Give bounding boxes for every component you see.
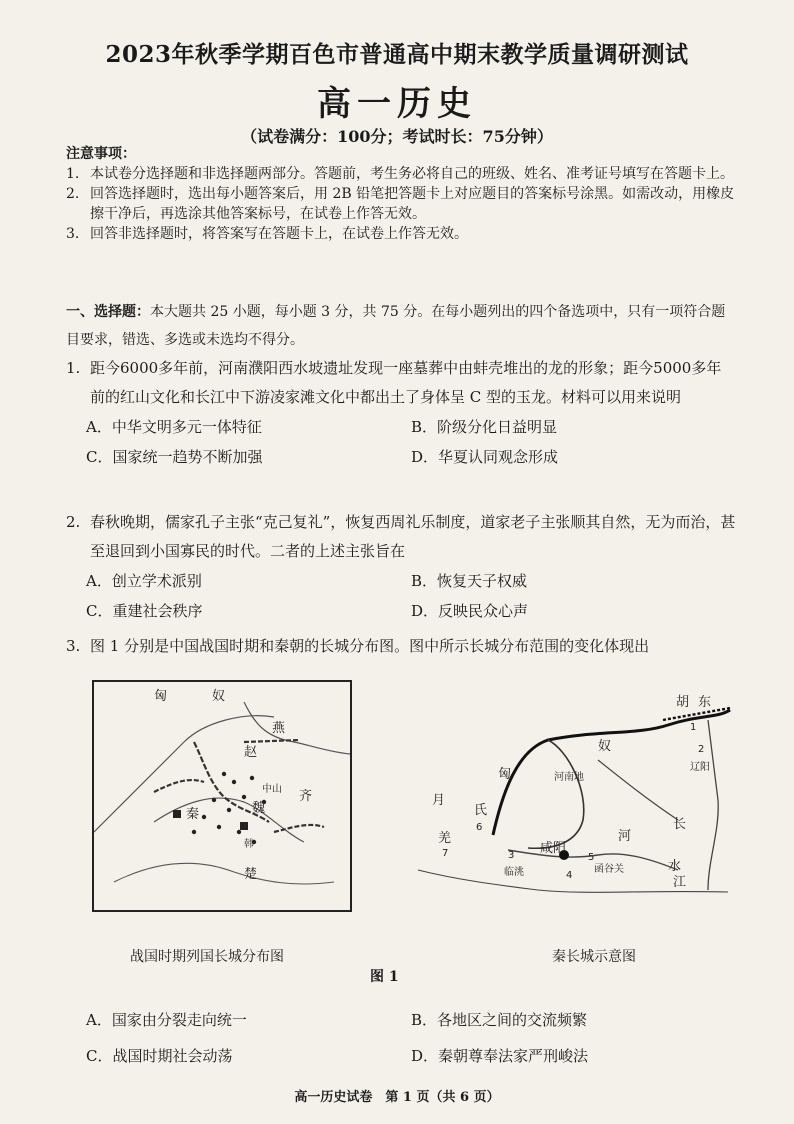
map-label: 秦: [186, 807, 200, 822]
map-label: 韩: [244, 839, 254, 850]
map-label: 6: [476, 822, 483, 833]
notice-item: [66, 164, 746, 184]
question-number: 3.: [66, 637, 81, 655]
question-text: 距今6000多年前，河南濮阳西水坡遗址发现一座墓葬中由蚌壳堆出的龙的形象；距今5000多年前的红山文化和长江中下游凌家滩文化中都出土了身体呈 C 型的玉龙。材料可以用来说明: [90, 359, 722, 406]
option-b[interactable]: B．恢复天子权威: [411, 572, 528, 590]
question-number: 2.: [66, 513, 81, 531]
map-label: 胡: [676, 695, 690, 710]
map-label: 临洮: [504, 867, 524, 878]
option-d[interactable]: D．反映民众心声: [411, 602, 529, 620]
notice-item-number: 3.: [66, 226, 80, 242]
notice-heading: 注意事项：: [66, 146, 136, 162]
map-label: 辽阳: [690, 762, 710, 773]
option-b[interactable]: B．阶级分化日益明显: [411, 418, 558, 436]
exam-meta: （试卷满分：100分；考试时长：75分钟）: [241, 127, 553, 146]
option-a[interactable]: A．国家由分裂走向统一: [86, 1011, 247, 1029]
map-label: 3: [508, 850, 515, 861]
question-number: 1.: [66, 359, 81, 377]
warring-states-map-svg: [94, 682, 350, 910]
notice-item-text: 本试卷分选择题和非选择题两部分。答题前，考生务必将自己的班级、姓名、准考证号填写在答题卡上。: [90, 166, 734, 182]
question-2: [66, 508, 736, 626]
section-one-label: 一、选择题：: [66, 304, 150, 320]
question-stem: [66, 632, 736, 661]
exam-subject: 高一历史: [317, 84, 477, 124]
map-label: 函谷关: [594, 864, 624, 875]
map-label: 1: [690, 722, 697, 733]
qin-wall-map-svg: [408, 680, 738, 912]
question-stem: [66, 508, 736, 566]
option-b[interactable]: B．各地区之间的交流频繁: [411, 1011, 588, 1029]
option-d[interactable]: D．华夏认同观念形成: [411, 448, 559, 466]
option-c[interactable]: C．战国时期社会动荡: [86, 1047, 233, 1065]
figure-label: 图 1: [370, 969, 399, 985]
map-label: 匈: [498, 767, 512, 782]
map-label: 楚: [244, 867, 258, 882]
map-label: 河南地: [554, 772, 584, 783]
map-label: 水: [668, 859, 682, 874]
map-label: 中山: [262, 784, 282, 795]
question-3-options: [66, 1002, 736, 1074]
map-label: 燕: [272, 721, 286, 736]
options-grid: [66, 566, 736, 626]
question-1: [66, 354, 736, 472]
option-c[interactable]: C．重建社会秩序: [86, 602, 203, 620]
notice-item-number: 2.: [66, 186, 80, 202]
question-3: [66, 632, 736, 661]
options-grid: [66, 1002, 736, 1074]
page-footer: 高一历史试卷 第 1 页（共 6 页）: [294, 1090, 500, 1105]
map-label: 月: [432, 793, 446, 808]
map-label: 长: [673, 817, 687, 832]
question-text: 图 1 分别是中国战国时期和秦朝的长城分布图。图中所示长城分布范围的变化体现出: [90, 637, 650, 655]
map-label: 江: [673, 875, 687, 890]
left-map-caption: 战国时期列国长城分布图: [130, 949, 284, 965]
map-label: 奴: [598, 739, 612, 754]
map-label: 7: [442, 848, 449, 859]
options-grid: [66, 412, 736, 472]
qin-wall-map: [408, 680, 738, 912]
map-label: 河: [618, 829, 632, 844]
map-label: 赵: [244, 745, 258, 760]
question-stem: [66, 354, 736, 412]
notice-item-text: 回答选择题时，选出每小题答案后，用 2B 铅笔把答题卡上对应题目的答案标号涂黑。如需改动，用橡皮擦干净后，再选涂其他答案标号，在试卷上作答无效。: [90, 186, 735, 222]
section-one-header: [66, 298, 736, 354]
right-map-caption: 秦长城示意图: [552, 949, 636, 965]
notice-item-number: 1.: [66, 166, 80, 182]
map-label: 东: [698, 695, 712, 710]
map-label: 5: [588, 852, 595, 863]
map-label: 咸阳: [540, 841, 567, 856]
option-c[interactable]: C．国家统一趋势不断加强: [86, 448, 263, 466]
map-label: 2: [698, 744, 705, 755]
section-one-text: 本大题共 25 小题，每小题 3 分，共 75 分。在每小题列出的四个备选项中，只有一项符合题目要求，错选、多选或未选均不得分。: [66, 304, 726, 348]
map-label: 匈: [154, 689, 168, 704]
option-a[interactable]: A．中华文明多元一体特征: [86, 418, 262, 436]
warring-states-map: [92, 680, 352, 912]
map-label: 齐: [299, 789, 313, 804]
exam-title: 2023年秋季学期百色市普通高中期末教学质量调研测试: [105, 41, 689, 68]
notice-item-text: 回答非选择题时，将答案写在答题卡上，在试卷上作答无效。: [90, 226, 468, 242]
option-d[interactable]: D．秦朝尊奉法家严刑峻法: [411, 1047, 589, 1065]
notice-item: [66, 184, 746, 224]
question-text: 春秋晚期，儒家孔子主张“克己复礼”，恢复西周礼乐制度，道家老子主张顺其自然，无为而治，甚至退回到小国寡民的时代。二者的上述主张旨在: [90, 513, 736, 560]
option-a[interactable]: A．创立学术派别: [86, 572, 202, 590]
map-label: 4: [566, 870, 573, 881]
notice-block: [66, 144, 746, 244]
map-label: 氏: [474, 803, 488, 818]
notice-item: [66, 224, 746, 244]
map-label: 奴: [212, 689, 226, 704]
map-label: 羌: [438, 831, 452, 846]
map-label: 魏: [252, 801, 266, 816]
